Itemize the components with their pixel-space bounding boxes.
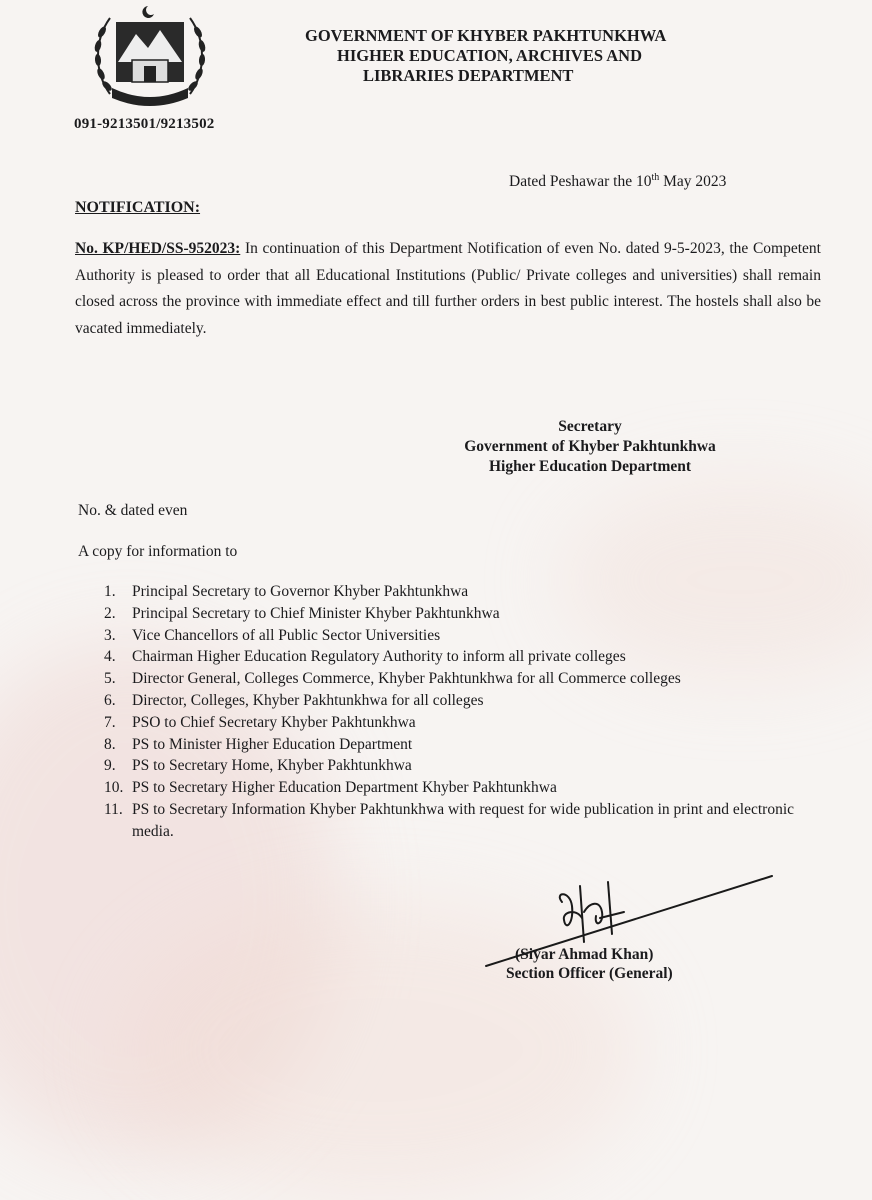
dated-line — [509, 172, 726, 191]
dated-suffix: th — [651, 172, 660, 183]
list-item — [104, 603, 804, 625]
department-title-line1: HIGHER EDUCATION, ARCHIVES AND — [337, 46, 642, 65]
list-text: Chairman Higher Education Regulatory Authority to inform all private colleges — [132, 648, 626, 666]
notification-text: In continuation of this Department Notification of even No. dated 9-5-2023, the Competent Authority is pleased to order that all Educational Institutions (Public/ Private colleges and universities) shall remain closed across the province with immediate effect and till further orders in best public interest. The hostels shall also be vacated immediately. — [75, 240, 821, 337]
dated-prefix: Dated Peshawar the 10 — [509, 173, 652, 191]
list-item — [104, 734, 804, 756]
notification-title: NOTIFICATION: — [75, 199, 201, 216]
list-item — [104, 777, 804, 799]
list-text: PS to Secretary Home, Khyber Pakhtunkhwa — [132, 757, 412, 775]
list-item — [104, 690, 804, 712]
issuer-block — [400, 417, 780, 477]
department-title-line2: LIBRARIES DEPARTMENT — [363, 66, 574, 85]
list-text: PS to Minister Higher Education Department — [132, 735, 413, 753]
list-item — [104, 581, 804, 603]
signatory-name: (Siyar Ahmad Khan) — [515, 946, 654, 963]
list-item — [104, 668, 804, 690]
notification-reference: No. KP/HED/SS-952023: — [75, 240, 241, 257]
even-line: No. & dated even — [78, 502, 188, 519]
list-item — [104, 799, 804, 843]
list-text: Director, Colleges, Khyber Pakhtunkhwa for all colleges — [132, 691, 484, 709]
notification-body — [75, 236, 821, 342]
list-number: 10. — [104, 779, 124, 797]
issuer-designation: Secretary — [558, 418, 622, 435]
list-number: 5. — [104, 670, 116, 688]
list-text: PS to Secretary Higher Education Department Khyber Pakhtunkhwa — [132, 779, 557, 797]
list-text: Principal Secretary to Chief Minister Khyber Pakhtunkhwa — [132, 604, 500, 622]
list-number: 2. — [104, 604, 116, 622]
government-emblem-icon — [88, 2, 212, 114]
list-item — [104, 625, 804, 647]
issuer-department: Higher Education Department — [488, 458, 692, 475]
signatory-designation: Section Officer (General) — [506, 965, 673, 982]
list-number: 1. — [104, 583, 116, 600]
list-number: 4. — [104, 648, 116, 666]
recipient-list — [104, 581, 804, 843]
list-number: 8. — [104, 735, 116, 753]
phone-number: 091-9213501/9213502 — [74, 116, 215, 132]
dated-rest: May 2023 — [659, 173, 727, 191]
list-number: 9. — [104, 757, 116, 775]
list-item — [104, 646, 804, 668]
issuer-government: Government of Khyber Pakhtunkhwa — [464, 438, 716, 455]
list-number: 3. — [104, 626, 116, 644]
list-item — [104, 712, 804, 734]
government-title: GOVERNMENT OF KHYBER PAKHTUNKHWA — [305, 26, 667, 45]
list-number: 11. — [104, 800, 123, 818]
copy-intro: A copy for information to — [78, 543, 238, 560]
list-number: 7. — [104, 713, 116, 731]
list-number: 6. — [104, 691, 116, 709]
list-text: Principal Secretary to Governor Khyber Pakhtunkhwa — [132, 583, 469, 600]
list-text: Vice Chancellors of all Public Sector Universities — [132, 626, 441, 644]
letterhead — [305, 26, 666, 86]
list-text: PS to Secretary Information Khyber Pakhtunkhwa with request for wide publication in print and electronic media. — [132, 800, 795, 840]
list-text: PSO to Chief Secretary Khyber Pakhtunkhwa — [132, 713, 416, 731]
list-item — [104, 755, 804, 777]
list-text: Director General, Colleges Commerce, Khyber Pakhtunkhwa for all Commerce colleges — [132, 670, 681, 688]
